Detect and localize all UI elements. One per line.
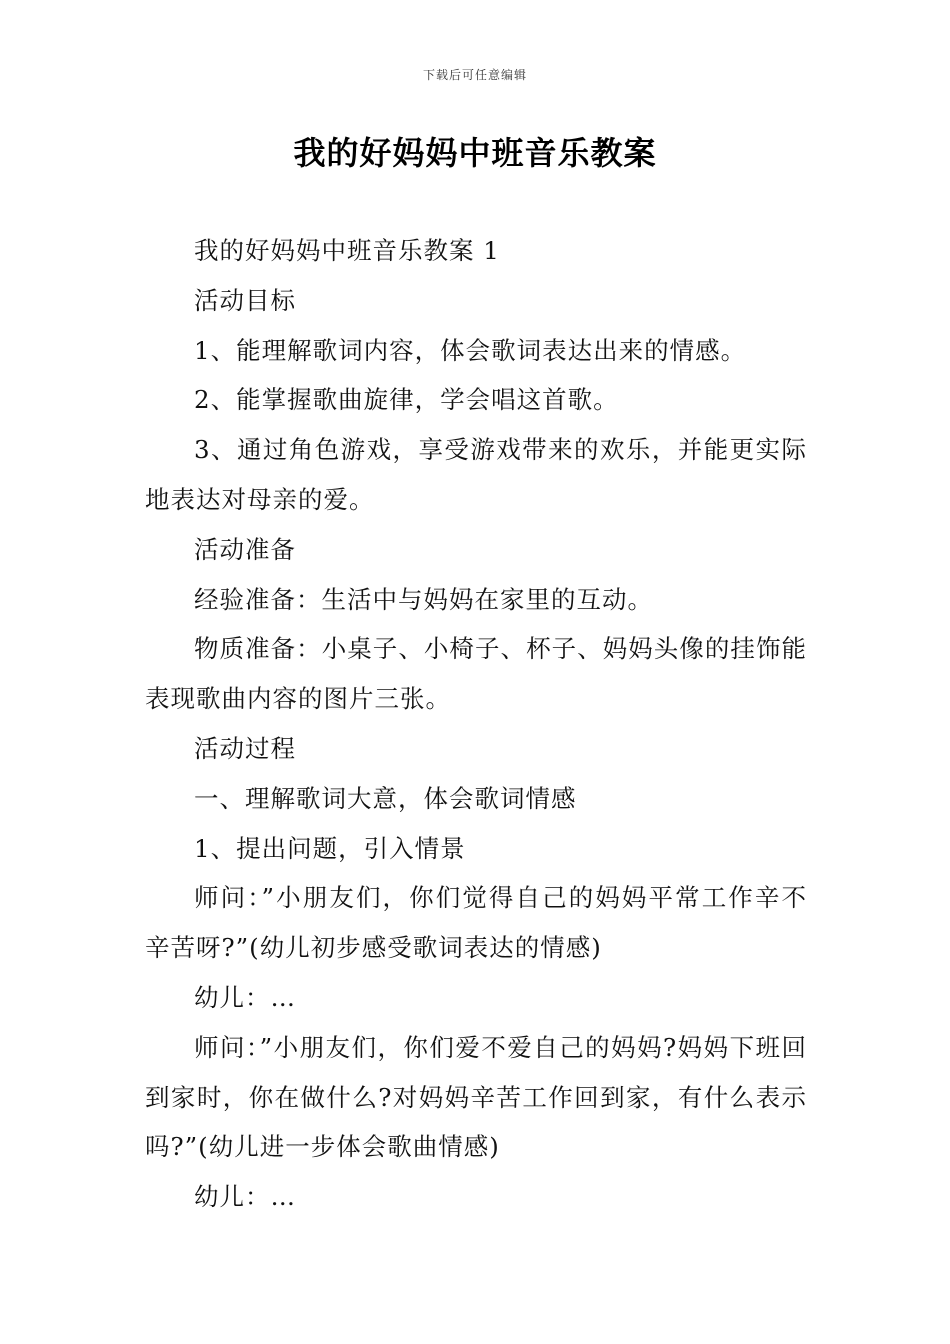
document-title: 我的好妈妈中班音乐教案 [293, 134, 657, 172]
paragraph-goal-3: 3、通过角色游戏，享受游戏带来的欢乐，并能更实际地表达对母亲的爱。 [145, 435, 807, 514]
paragraph-material-prep: 物质准备：小桌子、小椅子、杯子、妈妈头像的挂饰能表现歌曲内容的图片三张。 [145, 634, 807, 714]
paragraph-step-one: 一、理解歌词大意，体会歌词情感 [194, 783, 577, 813]
paragraph-teacher-question-2: 师问：”小朋友们，你们爱不爱自己的妈妈?妈妈下班回到家时，你在做什么?对妈妈辛苦工作回到家，有什么表示吗?”(幼儿进一步体会歌曲情感) [145, 1032, 807, 1162]
paragraph-child-answer-1: 幼儿：… [194, 982, 296, 1012]
paragraph-step-one-1: 1、提出问题，引入情景 [194, 833, 466, 863]
paragraph-teacher-question-1: 师问：”小朋友们，你们觉得自己的妈妈平常工作辛不辛苦呀?”(幼儿初步感受歌词表达的情感) [145, 883, 807, 963]
paragraph-goal-2: 2、能掌握歌曲旋律，学会唱这首歌。 [194, 385, 619, 415]
paragraph-process-heading: 活动过程 [194, 733, 296, 763]
paragraph-experience-prep: 经验准备：生活中与妈妈在家里的互动。 [194, 584, 653, 614]
paragraph-goals-heading: 活动目标 [194, 285, 296, 315]
paragraph-child-answer-2: 幼儿：… [194, 1182, 296, 1212]
paragraph-goal-1: 1、能理解歌词内容，体会歌词表达出来的情感。 [194, 335, 747, 365]
header-note: 下载后可任意编辑 [422, 68, 527, 82]
paragraph-preparation-heading: 活动准备 [194, 534, 296, 564]
paragraph-section-heading: 我的好妈妈中班音乐教案 1 [194, 236, 500, 265]
document-body [145, 226, 807, 1222]
